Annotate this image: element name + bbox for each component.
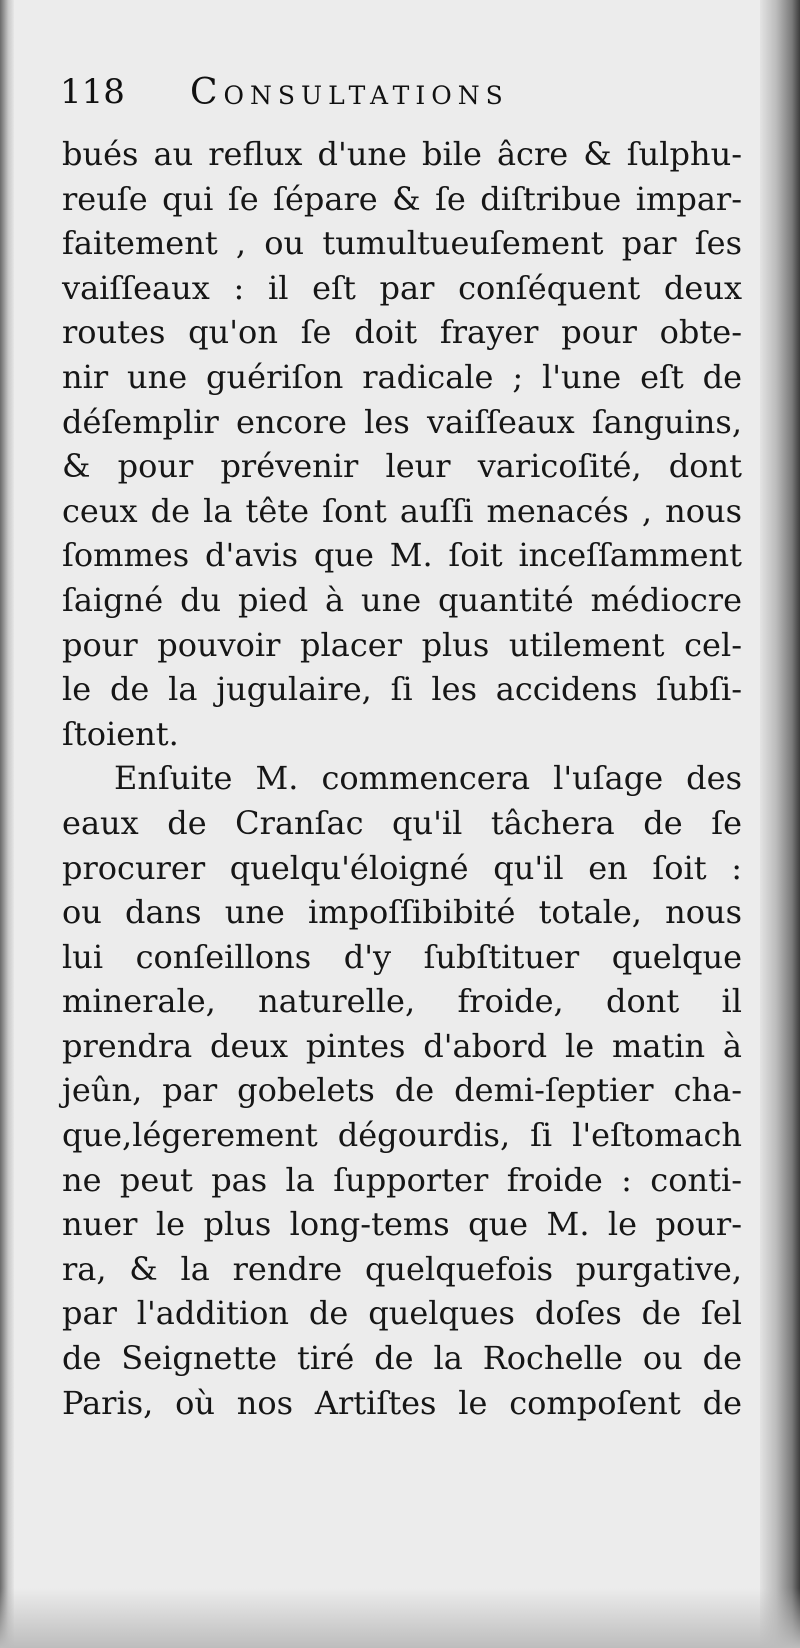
body-text (62, 132, 742, 1425)
text-line: nuer le plus long-tems que M. le pour- (62, 1205, 742, 1244)
text-line: ſaigné du pied à une quantité médiocre (62, 580, 742, 619)
text-line: ſtoient. (62, 714, 179, 753)
text-line: routes qu'on ſe doit frayer pour obte- (62, 313, 742, 352)
text-line: bués au reflux d'une bile âcre & ſulphu- (62, 135, 742, 173)
text-line: ſommes d'avis que M. ſoit inceſſamment (62, 536, 742, 575)
text-line: procurer quelqu'éloigné qu'il en ſoit : (62, 848, 742, 887)
text-line: ne peut pas la ſupporter froide : conti- (62, 1160, 742, 1199)
text-line: reuſe qui ſe ſépare & ſe diſtribue impar- (62, 179, 742, 218)
paragraph-first-line: Enſuite M. commencera l'uſage des (114, 759, 742, 798)
text-line: nir une guériſon radicale ; l'une eſt de (62, 357, 742, 396)
text-line: lui conſeillons d'y ſubſtituer quelque (62, 937, 742, 976)
text-line: eaux de Cranſac qu'il tâchera de ſe (62, 803, 742, 842)
text-line: jeûn, par gobelets de demi-ſeptier cha- (62, 1071, 742, 1110)
text-line: ra, & la rendre quelquefois purgative, (62, 1249, 742, 1288)
running-head: Consultations (190, 72, 509, 113)
page-bottom-shadow (0, 1588, 800, 1648)
page-header (60, 72, 760, 128)
text-line: & pour prévenir leur varicoſité, dont (62, 447, 742, 486)
text-line: par l'addition de quelques doſes de ſel (62, 1294, 742, 1333)
text-line: pour pouvoir placer plus utilement cel- (62, 625, 742, 664)
text-line: Paris, où nos Artiſtes le compoſent de (62, 1383, 742, 1422)
text-line: minerale, naturelle, froide, dont il (62, 982, 742, 1021)
text-line: faitement , ou tumultueuſement par ſes (62, 224, 742, 263)
text-line: le de la jugulaire, ſi les accidens ſubſi- (62, 670, 742, 709)
text-line: déſemplir encore les vaiſſeaux ſanguins, (62, 402, 742, 441)
text-line: prendra deux pintes d'abord le matin à (62, 1026, 742, 1065)
page-edge-shadow (760, 0, 800, 1648)
text-line: ou dans une impoſſibibité totale, nous (62, 893, 742, 932)
text-line: que,légerement dégourdis, ſi l'eſtomach (62, 1116, 742, 1155)
text-line: ceux de la tête ſont auſſi menacés , nous (62, 491, 742, 530)
page-number: 118 (60, 72, 125, 112)
text-line: vaiſſeaux : il eſt par conſéquent deux (62, 268, 742, 307)
text-line: de Seignette tiré de la Rochelle ou de (62, 1339, 742, 1378)
page-gutter-shadow (0, 0, 14, 1648)
